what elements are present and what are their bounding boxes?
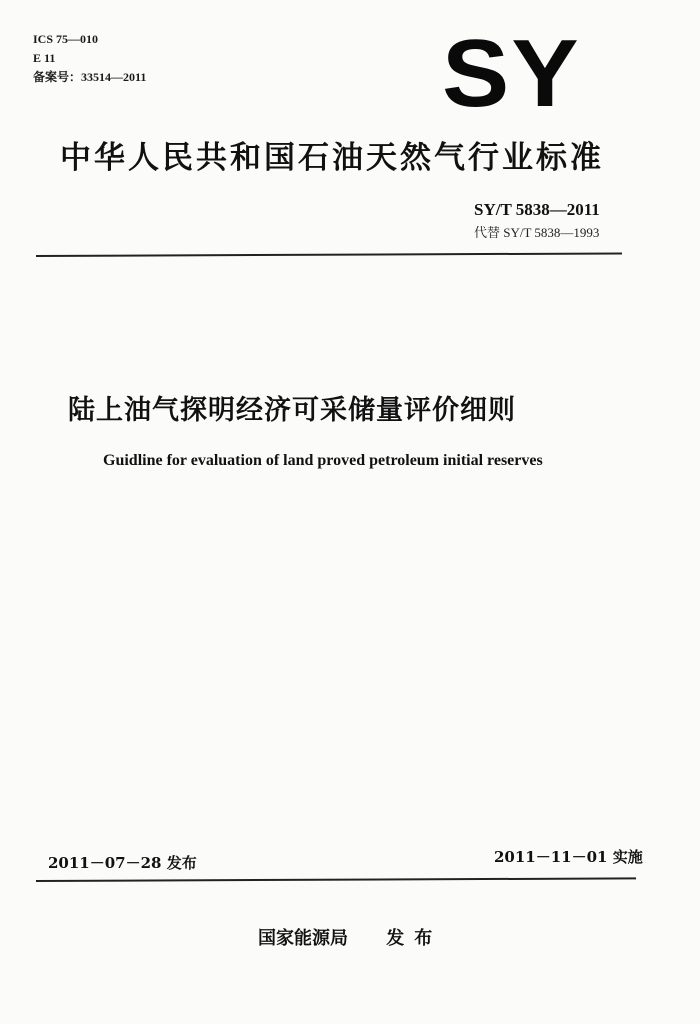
publisher-line [258, 924, 442, 950]
sy-logo: SY [442, 20, 581, 127]
english-title: Guidline for evaluation of land proved petroleum initial reserves [103, 452, 543, 469]
chinese-title: 陆上油气探明经济可采储量评价细则 [68, 395, 516, 426]
replaces-standard: 代替 SY/T 5838—1993 [474, 225, 600, 240]
publisher-issued-label: 发布 [386, 928, 443, 949]
header-divider [36, 252, 622, 257]
ics-code: ICS 75—010 [33, 32, 99, 46]
standard-number: SY/T 5838—2011 [474, 200, 600, 219]
ccs-code: E 11 [33, 51, 56, 65]
implementation-date: 2011－11－01 实施 [494, 848, 643, 866]
organization-title: 中华人民共和国石油天然气行业标准 [60, 140, 604, 176]
footer-divider [36, 877, 636, 882]
record-number: 备案号：33514—2011 [33, 70, 147, 84]
publisher-name: 国家能源局 [258, 928, 348, 949]
classification-block [33, 30, 146, 87]
issue-date: 2011－07－28 发布 [48, 854, 197, 872]
